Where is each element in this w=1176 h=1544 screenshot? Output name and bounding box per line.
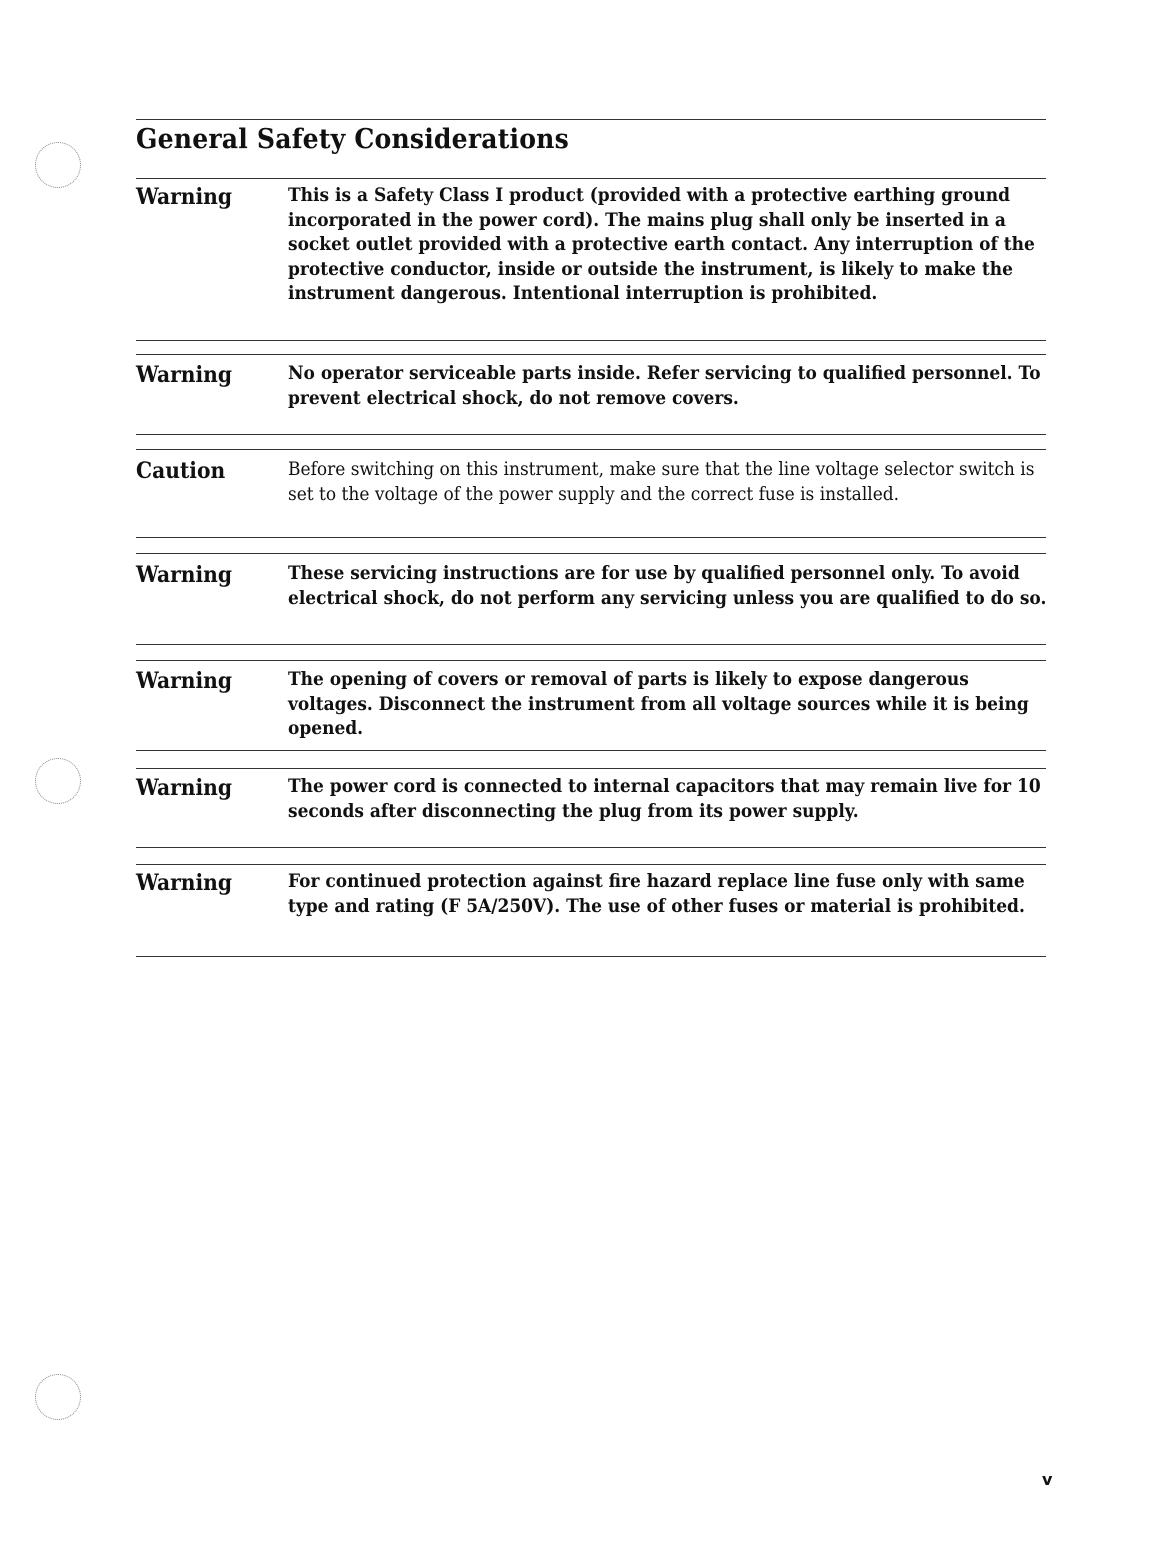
notice-text: For continued protection against fire hazard replace line fuse only with same type and rating (F 5A/250V). The use of other fuses or material is prohibited.	[288, 871, 1025, 917]
notice-label: Warning	[136, 362, 233, 388]
notice-divider	[136, 354, 1046, 355]
notice-label: Warning	[136, 184, 233, 210]
binder-hole-top	[35, 142, 81, 188]
notice-text: These servicing instructions are for use by qualified personnel only. To avoid electrical shock, do not perform any servicing unless you are qualified to do so.	[288, 563, 1047, 609]
notice-label: Warning	[136, 668, 233, 694]
notice-label: Caution	[136, 458, 226, 484]
notice-label: Warning	[136, 775, 233, 801]
notice-divider	[136, 847, 1046, 848]
notice-label: Warning	[136, 562, 233, 588]
notice-divider	[136, 750, 1046, 751]
binder-hole-middle	[35, 758, 81, 804]
notice-divider	[136, 434, 1046, 435]
notice-divider	[136, 644, 1046, 645]
notice-text: Before switching on this instrument, make sure that the line voltage selector switch is set to the voltage of the power supply and the correct fuse is installed.	[288, 459, 1035, 505]
notice-divider	[136, 660, 1046, 661]
notice-divider	[136, 864, 1046, 865]
notice-divider	[136, 449, 1046, 450]
notice-divider	[136, 956, 1046, 957]
notice-divider	[136, 340, 1046, 341]
page-number: v	[1042, 1470, 1053, 1489]
binder-hole-bottom	[35, 1374, 81, 1420]
notice-divider	[136, 768, 1046, 769]
notice-text: This is a Safety Class I product (provided with a protective earthing ground incorporated in the power cord). The mains plug shall only be inserted in a socket outlet provided with a protective earth contact. Any interruption of the protective conductor, inside or outside the instrument, is likely to make the instrument dangerous. Intentional interruption is prohibited.	[288, 185, 1035, 304]
notice-divider	[136, 537, 1046, 538]
notice-label: Warning	[136, 870, 233, 896]
title-bottom-rule	[136, 178, 1046, 179]
notice-text: The opening of covers or removal of parts is likely to expose dangerous voltages. Disconnect the instrument from all voltage sources while it is being opened.	[288, 669, 1029, 739]
notice-text: No operator serviceable parts inside. Refer servicing to qualified personnel. To prevent electrical shock, do not remove covers.	[288, 363, 1041, 409]
title-top-rule	[136, 119, 1046, 120]
notice-text: The power cord is connected to internal capacitors that may remain live for 10 seconds after disconnecting the plug from its power supply.	[288, 776, 1041, 822]
page-title: General Safety Considerations	[136, 124, 569, 155]
notice-divider	[136, 553, 1046, 554]
